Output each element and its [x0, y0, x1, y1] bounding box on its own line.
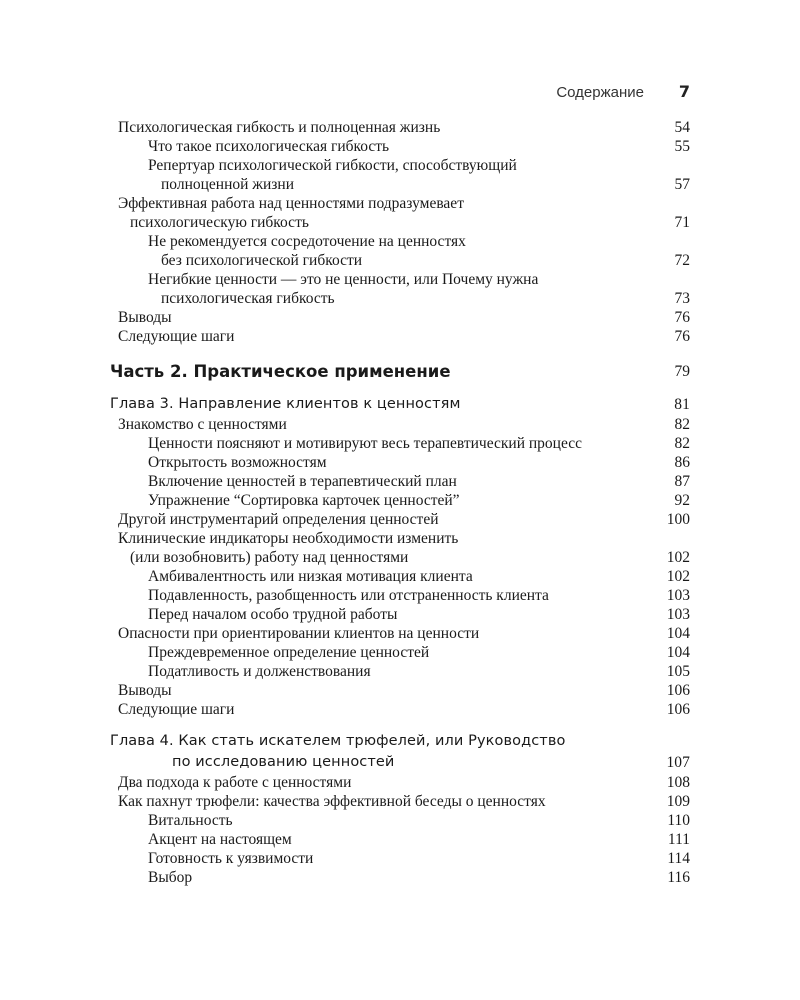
toc-subsection: [0, 453, 800, 472]
page-number: 7: [678, 82, 690, 101]
toc-entry-page: 104: [666, 625, 690, 642]
toc-entry-title: Психологическая гибкость и полноценная жизнь: [118, 119, 441, 136]
toc-entry-page: 76: [674, 328, 690, 345]
toc-entry-title: Включение ценностей в терапевтический план: [148, 473, 457, 490]
toc-subsection-cont: [0, 251, 800, 270]
toc-entry-title: Что такое психологическая гибкость: [148, 138, 390, 155]
toc-subsection-cont: [0, 175, 800, 194]
toc-entry-title: Акцент на настоящем: [148, 831, 292, 848]
toc-subsection: [0, 137, 800, 156]
toc-entry-page: 114: [667, 850, 690, 867]
toc-entry-title: Как пахнут трюфели: качества эффективной беседы о ценностях: [118, 793, 546, 810]
toc-entry-page: 73: [674, 290, 690, 307]
toc-entry-title: Эффективная работа над ценностями подразумевает: [118, 195, 464, 212]
toc-subsection: [0, 849, 800, 868]
toc-section: [0, 700, 800, 719]
toc-entry-title: (или возобновить) работу над ценностями: [130, 549, 409, 566]
toc-entry-page: 109: [666, 793, 690, 810]
toc-subsection: [0, 643, 800, 662]
toc-entry-page: 86: [674, 454, 690, 471]
toc-entry-title: Податливость и долженствования: [148, 663, 371, 680]
toc-entry-title: Перед началом особо трудной работы: [148, 606, 398, 623]
toc-subsection: [0, 491, 800, 510]
toc-entry-title: Знакомство с ценностями: [118, 416, 287, 433]
toc-section: [0, 510, 800, 529]
toc-entry-page: 100: [666, 511, 690, 528]
toc-entry-page: 116: [667, 869, 690, 886]
toc-entry-title: Другой инструментарий определения ценностей: [118, 511, 439, 528]
toc-entry-title: без психологической гибкости: [161, 252, 363, 269]
toc-entry-page: 87: [674, 473, 690, 490]
toc-chapter-cont: [0, 752, 800, 773]
toc-entry-page: 107: [666, 754, 690, 771]
toc-subsection: [0, 472, 800, 491]
toc-entry-page: 102: [666, 549, 690, 566]
toc-entry-page: 79: [674, 363, 690, 380]
toc-entry-page: 106: [666, 701, 690, 718]
toc-entry-title: Два подхода к работе с ценностями: [118, 774, 352, 791]
toc-entry-title: Открытость возможностям: [148, 454, 327, 471]
toc-subsection: [0, 434, 800, 453]
toc-section: [0, 415, 800, 434]
toc-subsection: [0, 567, 800, 586]
toc-part: [0, 360, 800, 384]
toc-subsection: [0, 605, 800, 624]
toc-chapter: [0, 394, 800, 415]
toc-entry-page: 103: [666, 606, 690, 623]
toc-entry-title: Опасности при ориентировании клиентов на ценности: [118, 625, 480, 642]
toc-entry-title: Не рекомендуется сосредоточение на ценностях: [148, 233, 466, 250]
toc-entry-title: Негибкие ценности — это не ценности, или Почему нужна: [148, 271, 539, 288]
running-head: [0, 82, 800, 104]
toc-entry-page: 76: [674, 309, 690, 326]
toc-entry-title: психологическую гибкость: [130, 214, 309, 231]
toc-entry-page: 92: [674, 492, 690, 509]
toc-entry-title: Подавленность, разобщенность или отстраненность клиента: [148, 587, 549, 604]
toc-entry-page: 105: [666, 663, 690, 680]
toc-entry-title: по исследованию ценностей: [172, 754, 395, 770]
toc-entry-page: 108: [666, 774, 690, 791]
toc-subsection: [0, 662, 800, 681]
toc-entry-title: Выводы: [118, 309, 172, 326]
toc-section-cont: [0, 548, 800, 567]
toc-entry-page: 82: [674, 416, 690, 433]
toc-section-cont: [0, 213, 800, 232]
toc-section: [0, 681, 800, 700]
toc-entry-title: Преждевременное определение ценностей: [148, 644, 430, 661]
toc-entry-page: 55: [674, 138, 690, 155]
toc-spacer: [0, 384, 800, 394]
toc-entry-title: Упражнение “Сортировка карточек ценностей”: [148, 492, 460, 509]
toc-entry-title: полноценной жизни: [161, 176, 295, 193]
toc-chapter: [0, 731, 800, 752]
toc-spacer: [0, 346, 800, 360]
toc-entry-page: 110: [667, 812, 690, 829]
toc-section: [0, 194, 800, 213]
toc-section: [0, 118, 800, 137]
toc-entry-title: Глава 3. Направление клиентов к ценностям: [110, 396, 461, 412]
toc-section: [0, 624, 800, 643]
toc-subsection: [0, 232, 800, 251]
toc-entry-title: Ценности поясняют и мотивируют весь терапевтический процесс: [148, 435, 582, 452]
toc-entry-title: Выводы: [118, 682, 172, 699]
toc-subsection: [0, 586, 800, 605]
toc-entry-page: 81: [674, 396, 690, 413]
toc-entry-page: 102: [666, 568, 690, 585]
toc-entry-page: 72: [674, 252, 690, 269]
toc-section: [0, 308, 800, 327]
toc-entry-title: Готовность к уязвимости: [148, 850, 314, 867]
toc-section: [0, 327, 800, 346]
toc-entry-page: 111: [667, 831, 690, 848]
toc-subsection: [0, 270, 800, 289]
toc-entry-title: Часть 2. Практическое применение: [110, 362, 451, 381]
toc-entry-page: 103: [666, 587, 690, 604]
toc-entry-page: 54: [674, 119, 690, 136]
toc-entry-page: 104: [666, 644, 690, 661]
toc-subsection: [0, 830, 800, 849]
toc-entry-title: психологическая гибкость: [161, 290, 335, 307]
toc-subsection-cont: [0, 289, 800, 308]
toc-section: [0, 529, 800, 548]
toc-section: [0, 773, 800, 792]
toc-entry-title: Выбор: [148, 869, 193, 886]
toc-entry-title: Глава 4. Как стать искателем трюфелей, или Руководство: [110, 733, 566, 749]
toc-entry-page: 71: [674, 214, 690, 231]
toc-entry-title: Клинические индикаторы необходимости изменить: [118, 530, 459, 547]
running-head-title: Содержание: [556, 84, 644, 101]
table-of-contents: [0, 118, 800, 887]
toc-entry-page: 82: [674, 435, 690, 452]
toc-entry-page: 57: [674, 176, 690, 193]
toc-entry-title: Следующие шаги: [118, 701, 235, 718]
toc-section: [0, 792, 800, 811]
toc-entry-title: Следующие шаги: [118, 328, 235, 345]
toc-entry-page: 106: [666, 682, 690, 699]
toc-subsection: [0, 811, 800, 830]
toc-entry-title: Репертуар психологической гибкости, способствующий: [148, 157, 517, 174]
toc-entry-title: Витальность: [148, 812, 233, 829]
toc-subsection: [0, 156, 800, 175]
toc-subsection: [0, 868, 800, 887]
toc-entry-title: Амбивалентность или низкая мотивация клиента: [148, 568, 473, 585]
toc-spacer: [0, 719, 800, 731]
